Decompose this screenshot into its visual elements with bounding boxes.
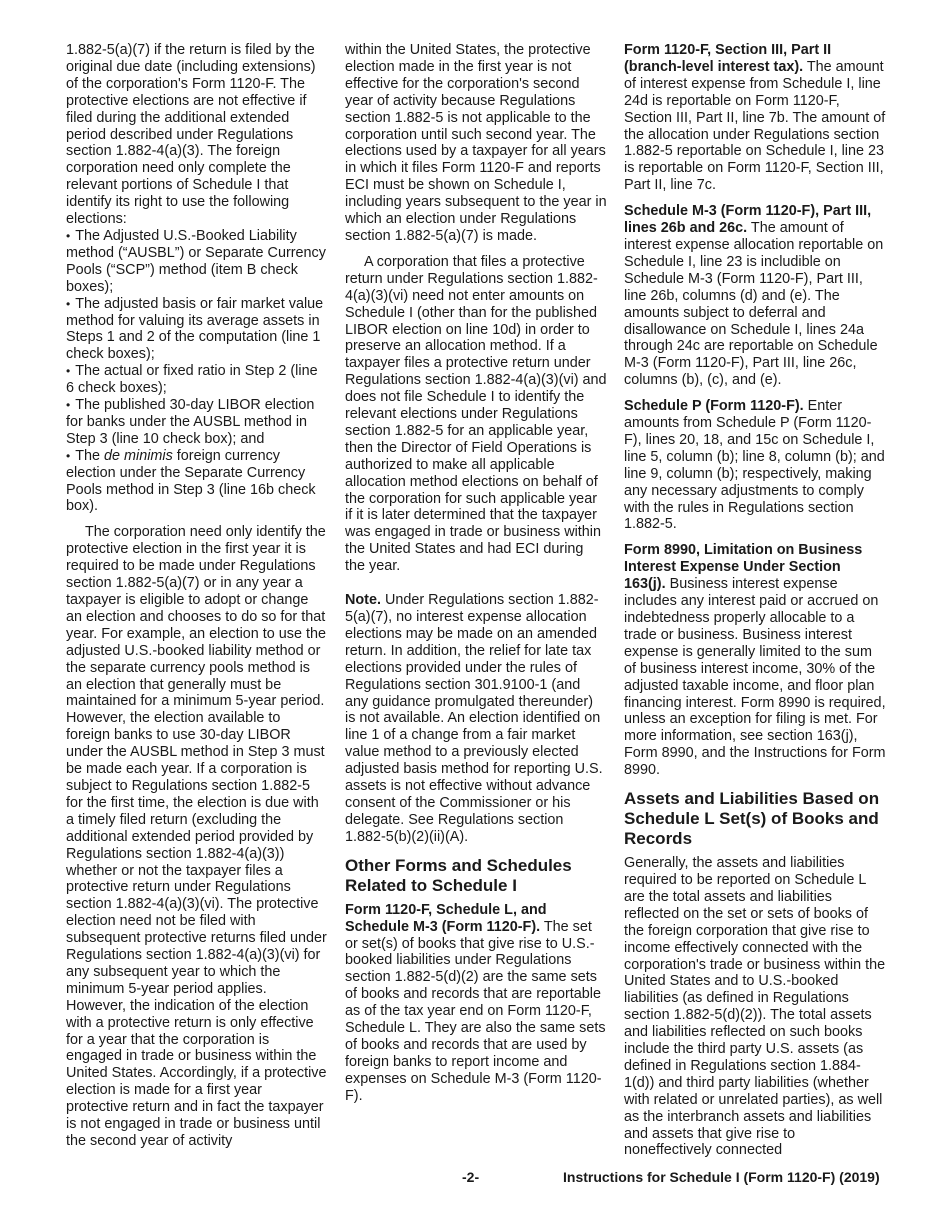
paragraph: within the United States, the protective election made in the first year is not effective for the corporation's second year of activity because Regulations section 1.882-5 is not applicable to the corporation until such second year. The elections used by a taxpayer for all years in which it files Form 1120-F and reports ECI must be shown on Schedule I, including years subsequent to the year in which an election under Regulations section 1.882-5(a)(7) is made. <box>345 42 607 244</box>
paragraph: The corporation need only identify the protective election in the first year it is required to be made under Regulations section 1.882-5(a)(7) or in any year a taxpayer is eligible to adopt or change an election and chooses to do so for that year. For example, an election to use the adjusted U.S.-booked liability method or the separate currency pools method is an election that generally must be maintained for a minimum 5-year period. However, the election available to foreign banks to use 30-day LIBOR under the AUSBL method in Step 3 must be made each year. If a corporation is subject to Regulations section 1.882-5 for the first time, the election is due with a timely filed return (excluding the additional extended period provided by Regulations section 1.882-4(a)(3)) whether or not the taxpayer files a protective return under Regulations section 1.882-4(a)(3)(vi). The protective election need not be filed with subsequent protective returns filed under Regulations section 1.882-4(a)(3)(vi) for any subsequent year to which the minimum 5-year period applies. However, the indication of the election with a protective return is only effective for a year that the corporation is engaged in trade or business within the United States. Accordingly, if a protective election is made for a first year protective return and in fact the taxpayer is not engaged in trade or business until the second year of activity <box>66 524 327 1149</box>
paragraph-lead: Form 1120-F, Schedule L, and Schedule M-3 (Form 1120-F). <box>345 901 547 935</box>
document-title: Instructions for Schedule I (Form 1120-F) (2019) <box>563 1169 880 1185</box>
paragraph-lead: Schedule M-3 (Form 1120-F), Part III, lines 26b and 26c. <box>624 203 872 237</box>
paragraph-text: The amount of interest expense allocation reportable on Schedule I, line 23 is includible on Schedule M-3 (Form 1120-F), Part III, line 26b, columns (d) and (e). The amounts subject to deferral and disallowance on Schedule I, lines 24a through 24c are reportable on Schedule M-3 (Form 1120-F), Part III, line 26c, columns (b), (c), and (e). <box>624 220 884 389</box>
paragraph-text: Business interest expense includes any interest paid or accrued on indebtedness properly allocable to a trade or business. Business interest expense is generally limited to the sum of business interest income, 30% of the adjusted taxable income, and floor plan financing interest. Form 8990 is required, unless an exception for filing is met. For more information, see section 163(j), Form 8990, and the Instructions for Form 8990. <box>624 576 886 779</box>
bullet-text: foreign currency election under the Separate Currency Pools method in Step 3 (line 16b check box). <box>66 447 316 515</box>
paragraph: 1.882-5(a)(7) if the return is filed by the original due date (including extensions) of the corporation's Form 1120-F. The protective elections are not effective if filed during the additional extended period described under Regulations section 1.882-4(a)(3). The foreign corporation need only complete the relevant portions of Schedule I that identify its right to use the following elections: <box>66 42 316 228</box>
paragraph <box>624 398 886 533</box>
paragraph-lead: Schedule P (Form 1120-F). <box>624 398 804 415</box>
paragraph-text: Enter amounts from Schedule P (Form 1120-F), lines 20, 18, and 15c on Schedule I, line 5, column (b); line 8, column (b); and line 9, column (b); respectively, making any necessary adjustments to comply with the rules in Regulations section 1.882-5. <box>624 398 885 533</box>
section-heading: Other Forms and Schedules Related to Schedule I <box>345 855 572 895</box>
page-number: -2- <box>462 1169 480 1185</box>
paragraph <box>345 902 607 1105</box>
paragraph-text: The set or set(s) of books that give rise to U.S.-booked liabilities under Regulations section 1.882-5(d)(2) are the same sets of books and records that are reportable as of the tax year end on Form 1120-F, Schedule L. They are also the same sets of books and records that are used by foreign banks to report income and expenses on Schedule M-3 (Form 1120-F). <box>345 918 606 1104</box>
note-label: Note. <box>345 592 381 609</box>
note-text: Under Regulations section 1.882-5(a)(7), no interest expense allocation elections may be made on an amended return. In addition, the relief for late tax elections provided under the rules of Regulations section 301.9100-1 (and any guidance promulgated thereunder) is not available. An election identified on line 1 of a change from a fair market value method to a previously elected adjusted basis method for reporting U.S. assets is not effective without advance consent of the Commissioner or his delegate. See Regulations section 1.882-5(b)(2)(ii)(A). <box>345 592 603 845</box>
bullet-item: • The Adjusted U.S.-Booked Liability method (“AUSBL”) or Separate Currency Pools (“SCP”) method (item B check boxes); <box>66 228 328 296</box>
paragraph: Generally, the assets and liabilities required to be reported on Schedule L are the total assets and liabilities reflected on the set or sets of books of the foreign corporation that give rise to income effectively connected with the corporation's trade or business within the United States and to U.S.-booked liabilities (as defined in Regulations section 1.882-5(d)(2)). The total assets and liabilities reflected on such books include the third party U.S. assets (as defined in Regulations section 1.884-1(d)) and third party liabilities (whether with related or unrelated parties), as well as the interbranch assets and liabilities and assets that give rise to noneffectively connected <box>624 855 886 1159</box>
bullet-emphasis: de minimis <box>104 447 173 464</box>
bullet-item: • The actual or fixed ratio in Step 2 (line 6 check boxes); <box>66 363 328 397</box>
paragraph <box>624 542 886 779</box>
bullet-item: • The published 30-day LIBOR election for banks under the AUSBL method in Step 3 (line 10 check box); and <box>66 397 328 448</box>
paragraph <box>624 203 886 389</box>
bullet-item: • The adjusted basis or fair market value method for valuing its average assets in Steps 1 and 2 of the computation (line 1 check boxes); <box>66 296 328 364</box>
paragraph <box>624 42 886 194</box>
paragraph-text: The amount of interest expense from Schedule I, line 24d is reportable on Form 1120-F, Section III, Part II, line 7b. The amount of the allocation under Regulations section 1.882-5 reportable on Schedule I, line 23 is reportable on Form 1120-F, Section III, Part II, line 7c. <box>624 58 886 194</box>
paragraph: A corporation that files a protective return under Regulations section 1.882-4(a)(3)(vi) need not enter amounts on Schedule I (other than for the published LIBOR election on line 10d) in order to preserve an allocation method. If a taxpayer files a protective return under Regulations section 1.882-4(a)(3)(vi) and does not file Schedule I to identify the relevant elections under Regulations section 1.882-5 for an applicable year, then the Director of Field Operations is authorized to make all applicable allocation method elections on behalf of the corporation for such applicable year if it is later determined that the taxpayer was engaged in trade or business within the United States and had ECI during the year. <box>345 253 607 575</box>
column-middle <box>345 42 607 1105</box>
paragraph-lead: Form 8990, Limitation on Business Interest Expense Under Section 163(j). <box>624 542 863 593</box>
bullet-text: The <box>75 447 104 464</box>
section-heading: Assets and Liabilities Based on Schedule L Set(s) of Books and Records <box>624 789 880 849</box>
column-right <box>624 42 886 1159</box>
column-left <box>66 42 328 1150</box>
note-paragraph <box>345 592 607 846</box>
paragraph-lead: Form 1120-F, Section III, Part II (branch-level interest tax). <box>624 42 832 75</box>
bullet-item <box>66 448 328 516</box>
